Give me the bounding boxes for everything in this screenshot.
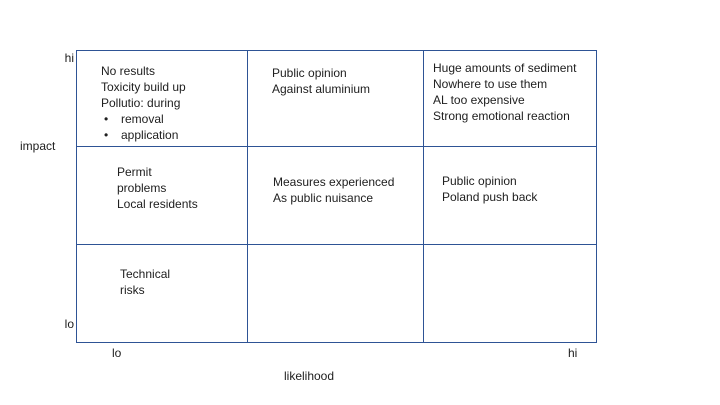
cell-text (424, 51, 596, 124)
cell-text-line: Local residents (117, 197, 198, 211)
y-axis-title: impact (20, 139, 56, 153)
cell-text-line: Measures experienced (273, 175, 395, 189)
cell-text (248, 51, 423, 97)
cell-text-line: Poland push back (442, 190, 538, 204)
matrix-cell-r2c0 (77, 245, 248, 342)
cell-bullet-line (101, 111, 247, 127)
cell-text-line: AL too expensive (433, 93, 525, 107)
x-axis-tick-hi: hi (568, 346, 578, 360)
matrix-cell-r2c2 (424, 245, 596, 342)
bullet-icon: • (104, 128, 109, 142)
cell-text-line: Huge amounts of sediment (433, 61, 577, 75)
cell-text-line: risks (120, 283, 145, 297)
y-axis-tick-lo: lo (64, 317, 74, 331)
cell-text-line: Permit (117, 165, 152, 179)
matrix-cell-r2c1 (248, 245, 424, 342)
cell-text-line: Toxicity build up (101, 80, 186, 94)
cell-text-line: Strong emotional reaction (433, 109, 570, 123)
cell-text-line: removal (121, 112, 164, 126)
cell-text (77, 245, 247, 298)
cell-text-line: Technical (120, 267, 171, 281)
cell-text-line: Pollutio: during (101, 96, 181, 110)
cell-text-line: application (121, 128, 179, 142)
cell-text-line: Public opinion (272, 66, 347, 80)
cell-text-line: No results (101, 64, 156, 78)
matrix-cell-r0c2 (424, 51, 596, 147)
cell-text-line: As public nuisance (273, 191, 374, 205)
cell-text-line: Nowhere to use them (433, 77, 548, 91)
matrix-cell-r1c0 (77, 147, 248, 245)
cell-bullet-line (101, 127, 247, 143)
y-axis-tick-hi: hi (64, 51, 74, 65)
x-axis-title: likelihood (284, 369, 335, 383)
cell-text (424, 147, 596, 205)
matrix-cell-r0c1 (248, 51, 424, 147)
cell-text-line: Against aluminium (272, 82, 371, 96)
cell-text (248, 147, 423, 206)
cell-text-line: Public opinion (442, 174, 517, 188)
matrix-cell-r1c2 (424, 147, 596, 245)
risk-matrix (76, 50, 597, 343)
cell-text (77, 51, 247, 143)
bullet-icon: • (104, 112, 109, 126)
cell-text-line: problems (117, 181, 167, 195)
matrix-cell-r0c0 (77, 51, 248, 147)
matrix-cell-r1c1 (248, 147, 424, 245)
x-axis-tick-lo: lo (112, 346, 122, 360)
cell-text (77, 147, 247, 212)
